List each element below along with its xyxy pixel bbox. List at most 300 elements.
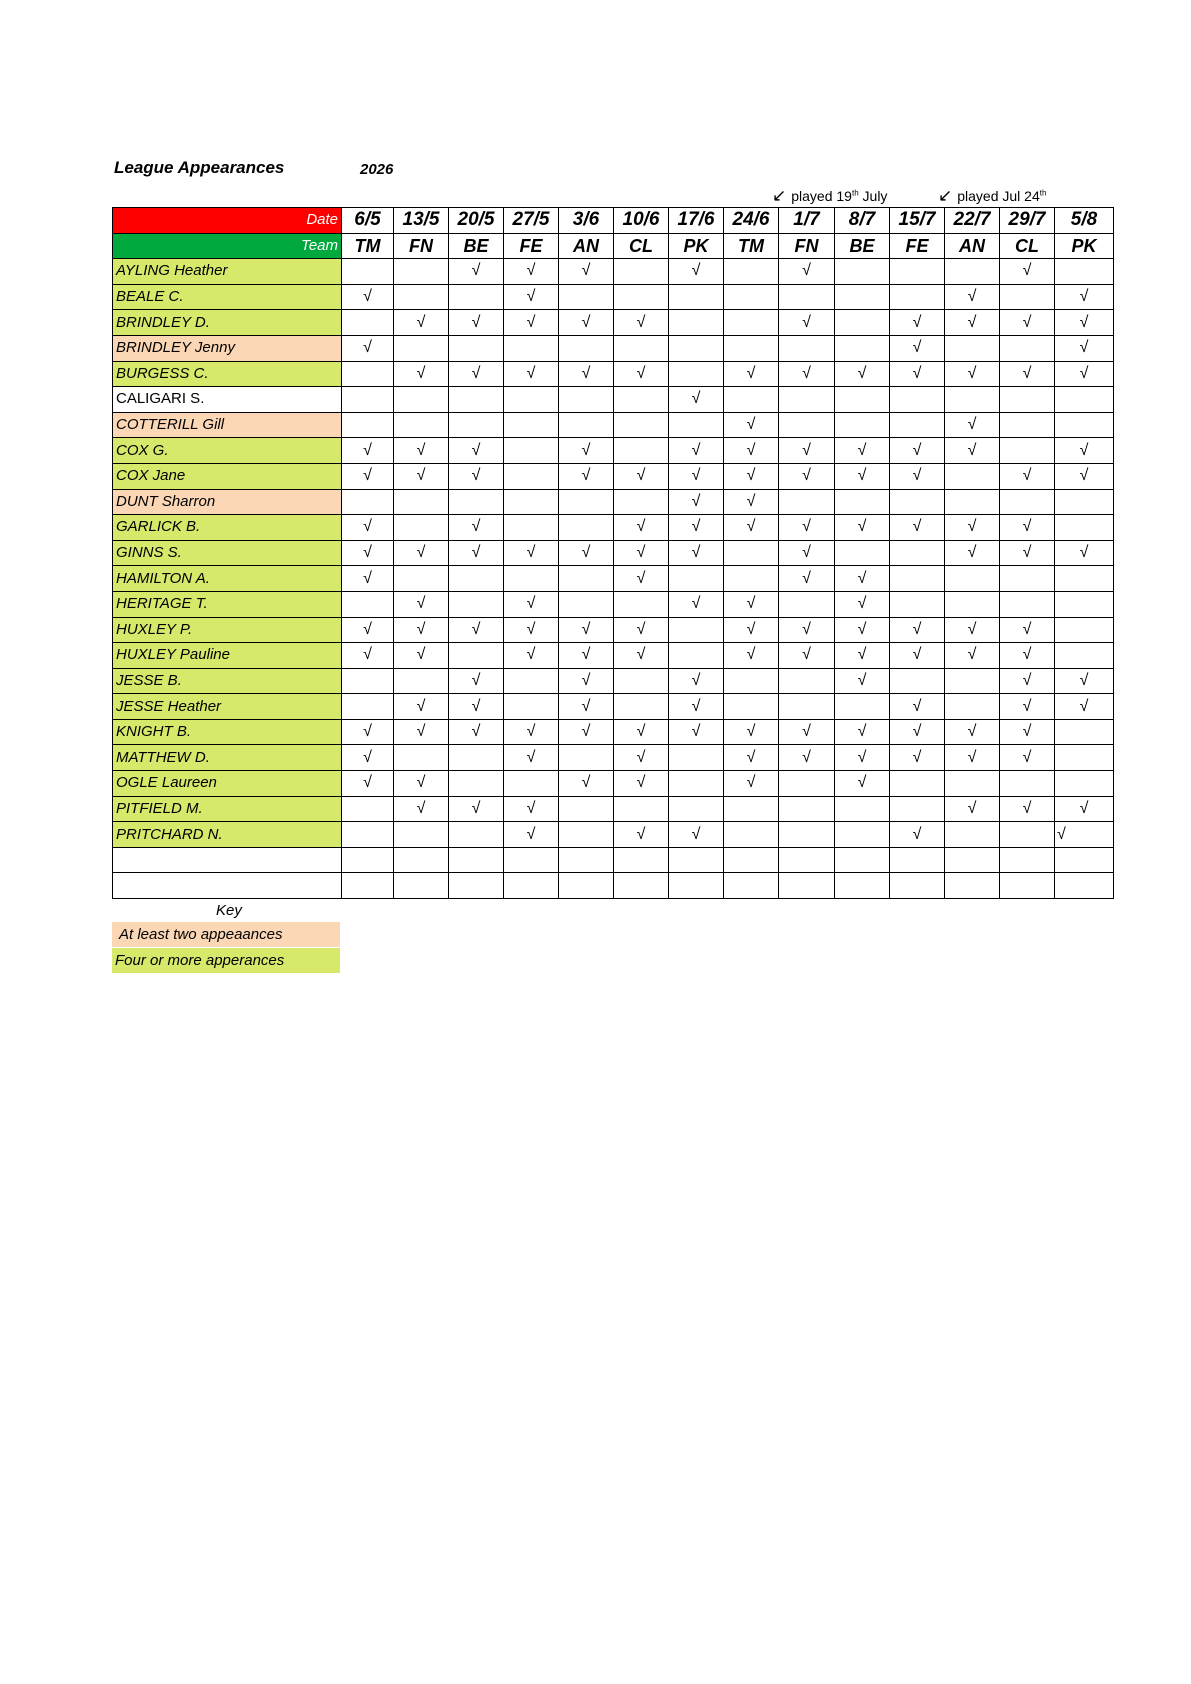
tick-mark: √ — [669, 259, 724, 285]
tick-mark: √ — [890, 335, 945, 361]
tick-mark: √ — [342, 335, 394, 361]
empty-cell — [724, 873, 779, 899]
tick-mark: √ — [342, 438, 394, 464]
date-cell: 5/8 — [1055, 208, 1114, 234]
tick-mark: √ — [1000, 540, 1055, 566]
tick-mark: √ — [779, 463, 835, 489]
tick-mark: √ — [724, 489, 779, 515]
empty-cell — [504, 566, 559, 592]
empty-cell — [945, 335, 1000, 361]
page-title: League Appearances — [114, 158, 285, 177]
table-row — [113, 540, 1114, 566]
tick-mark: √ — [394, 463, 449, 489]
player-name: HERITAGE T. — [113, 591, 342, 617]
tick-mark: √ — [449, 361, 504, 387]
empty-cell — [394, 387, 449, 413]
tick-mark: √ — [614, 515, 669, 541]
tick-mark: √ — [1055, 796, 1114, 822]
empty-cell — [779, 873, 835, 899]
tick-mark: √ — [504, 284, 559, 310]
table-row — [113, 796, 1114, 822]
tick-mark: √ — [945, 361, 1000, 387]
date-cell: 15/7 — [890, 208, 945, 234]
key-peach: At least two appeaances — [112, 922, 340, 947]
tick-mark: √ — [945, 719, 1000, 745]
tick-mark: √ — [449, 310, 504, 336]
empty-cell — [1055, 515, 1114, 541]
table-row — [113, 412, 1114, 438]
empty-cell — [724, 566, 779, 592]
tick-mark: √ — [835, 771, 890, 797]
tick-mark: √ — [669, 515, 724, 541]
table-row — [113, 310, 1114, 336]
tick-mark: √ — [945, 412, 1000, 438]
tick-mark: √ — [614, 745, 669, 771]
empty-cell — [504, 387, 559, 413]
empty-cell — [614, 412, 669, 438]
tick-mark: √ — [945, 438, 1000, 464]
tick-mark: √ — [945, 617, 1000, 643]
empty-cell — [779, 335, 835, 361]
empty-cell — [559, 745, 614, 771]
tick-mark: √ — [779, 566, 835, 592]
empty-cell — [724, 540, 779, 566]
tick-mark: √ — [1055, 284, 1114, 310]
tick-mark: √ — [1055, 335, 1114, 361]
tick-mark: √ — [1000, 515, 1055, 541]
team-cell: FN — [394, 233, 449, 259]
empty-cell — [779, 796, 835, 822]
tick-mark: √ — [342, 463, 394, 489]
tick-mark: √ — [835, 745, 890, 771]
empty-cell — [1055, 591, 1114, 617]
empty-cell — [945, 463, 1000, 489]
tick-mark: √ — [1055, 540, 1114, 566]
tick-mark: √ — [394, 694, 449, 720]
empty-cell — [724, 259, 779, 285]
tick-mark: √ — [614, 361, 669, 387]
table-row — [113, 643, 1114, 669]
empty-cell — [669, 771, 724, 797]
team-cell: BE — [449, 233, 504, 259]
empty-cell — [342, 694, 394, 720]
arrow-down-left-icon: ↙ — [938, 186, 953, 205]
empty-cell — [724, 822, 779, 848]
tick-mark: √ — [835, 438, 890, 464]
tick-mark: √ — [835, 719, 890, 745]
empty-cell — [724, 847, 779, 873]
tick-mark: √ — [779, 745, 835, 771]
tick-mark: √ — [835, 591, 890, 617]
tick-mark: √ — [779, 515, 835, 541]
empty-cell — [890, 259, 945, 285]
appearances-table — [112, 207, 1114, 899]
empty-cell — [559, 489, 614, 515]
empty-cell — [614, 796, 669, 822]
empty-cell — [724, 694, 779, 720]
empty-cell — [890, 489, 945, 515]
empty-cell — [342, 489, 394, 515]
tick-mark: √ — [945, 284, 1000, 310]
tick-mark: √ — [394, 643, 449, 669]
empty-cell — [779, 694, 835, 720]
tick-mark: √ — [1000, 361, 1055, 387]
team-cell: FE — [890, 233, 945, 259]
empty-cell — [449, 566, 504, 592]
empty-cell — [669, 873, 724, 899]
empty-cell — [835, 847, 890, 873]
empty-cell — [1000, 873, 1055, 899]
tick-mark: √ — [559, 438, 614, 464]
tick-mark: √ — [504, 796, 559, 822]
empty-cell — [724, 284, 779, 310]
tick-mark: √ — [1055, 438, 1114, 464]
tick-mark: √ — [945, 515, 1000, 541]
empty-cell — [504, 463, 559, 489]
empty-cell — [504, 694, 559, 720]
tick-mark: √ — [945, 310, 1000, 336]
empty-cell — [449, 771, 504, 797]
empty-cell — [559, 412, 614, 438]
tick-mark: √ — [394, 540, 449, 566]
tick-mark: √ — [1000, 668, 1055, 694]
tick-mark: √ — [614, 822, 669, 848]
tick-mark: √ — [1000, 796, 1055, 822]
tick-mark: √ — [614, 310, 669, 336]
tick-mark: √ — [890, 822, 945, 848]
tick-mark: √ — [835, 643, 890, 669]
tick-mark: √ — [779, 361, 835, 387]
empty-cell — [890, 412, 945, 438]
tick-mark: √ — [890, 310, 945, 336]
empty-cell — [835, 284, 890, 310]
empty-cell — [504, 438, 559, 464]
empty-cell — [449, 847, 504, 873]
empty-cell — [779, 387, 835, 413]
empty-cell — [449, 643, 504, 669]
empty-cell — [945, 873, 1000, 899]
empty-cell — [342, 259, 394, 285]
team-cell: AN — [945, 233, 1000, 259]
tick-mark: √ — [504, 310, 559, 336]
empty-cell — [113, 873, 342, 899]
tick-mark: √ — [342, 617, 394, 643]
tick-mark: √ — [1000, 310, 1055, 336]
tick-mark: √ — [669, 694, 724, 720]
tick-mark: √ — [779, 617, 835, 643]
team-cell: PK — [669, 233, 724, 259]
team-cell: TM — [724, 233, 779, 259]
key-title: Key — [216, 902, 242, 919]
player-name: GARLICK B. — [113, 515, 342, 541]
table-row — [113, 387, 1114, 413]
empty-cell — [559, 591, 614, 617]
tick-mark: √ — [724, 361, 779, 387]
empty-cell — [1000, 412, 1055, 438]
tick-mark: √ — [779, 310, 835, 336]
empty-cell — [504, 489, 559, 515]
tick-mark: √ — [559, 771, 614, 797]
empty-cell — [945, 771, 1000, 797]
empty-cell — [614, 335, 669, 361]
tick-mark: √ — [779, 643, 835, 669]
empty-cell — [835, 822, 890, 848]
empty-cell — [669, 643, 724, 669]
player-name: BEALE C. — [113, 284, 342, 310]
team-cell: FN — [779, 233, 835, 259]
tick-mark: √ — [504, 745, 559, 771]
empty-cell — [1055, 719, 1114, 745]
tick-mark: √ — [779, 259, 835, 285]
tick-mark: √ — [342, 284, 394, 310]
tick-mark: √ — [835, 566, 890, 592]
table-row — [113, 361, 1114, 387]
tick-mark: √ — [890, 745, 945, 771]
tick-mark: √ — [724, 438, 779, 464]
player-name: BURGESS C. — [113, 361, 342, 387]
tick-mark: √ — [394, 361, 449, 387]
date-cell: 1/7 — [779, 208, 835, 234]
table-row — [113, 591, 1114, 617]
tick-mark: √ — [614, 719, 669, 745]
tick-mark: √ — [394, 591, 449, 617]
tick-mark: √ — [1000, 617, 1055, 643]
empty-cell — [342, 361, 394, 387]
tick-mark: √ — [342, 643, 394, 669]
empty-cell — [1055, 387, 1114, 413]
empty-cell — [669, 566, 724, 592]
empty-cell — [835, 259, 890, 285]
empty-cell — [724, 796, 779, 822]
tick-mark: √ — [890, 361, 945, 387]
tick-mark: √ — [559, 668, 614, 694]
tick-mark: √ — [449, 540, 504, 566]
empty-cell — [835, 387, 890, 413]
tick-mark: √ — [890, 719, 945, 745]
player-name: COTTERILL Gill — [113, 412, 342, 438]
team-header: Team — [113, 233, 342, 259]
blank-row — [113, 847, 1114, 873]
table-row — [113, 515, 1114, 541]
tick-mark: √ — [504, 719, 559, 745]
empty-cell — [394, 284, 449, 310]
empty-cell — [945, 387, 1000, 413]
empty-cell — [614, 284, 669, 310]
empty-cell — [669, 335, 724, 361]
tick-mark: √ — [559, 310, 614, 336]
empty-cell — [504, 515, 559, 541]
tick-mark: √ — [669, 822, 724, 848]
empty-cell — [669, 847, 724, 873]
tick-mark: √ — [342, 540, 394, 566]
empty-cell — [394, 566, 449, 592]
empty-cell — [890, 387, 945, 413]
empty-cell — [779, 489, 835, 515]
table-row — [113, 284, 1114, 310]
player-name: GINNS S. — [113, 540, 342, 566]
empty-cell — [890, 668, 945, 694]
empty-cell — [559, 822, 614, 848]
tick-mark: √ — [449, 463, 504, 489]
empty-cell — [890, 540, 945, 566]
tick-mark: √ — [504, 259, 559, 285]
tick-mark: √ — [669, 540, 724, 566]
date-cell: 10/6 — [614, 208, 669, 234]
tick-mark: √ — [394, 310, 449, 336]
table-row — [113, 259, 1114, 285]
empty-cell — [835, 489, 890, 515]
empty-cell — [342, 310, 394, 336]
empty-cell — [614, 438, 669, 464]
tick-mark: √ — [342, 771, 394, 797]
tick-mark: √ — [724, 617, 779, 643]
empty-cell — [1055, 745, 1114, 771]
tick-mark: √ — [669, 591, 724, 617]
empty-cell — [890, 284, 945, 310]
empty-cell — [1000, 387, 1055, 413]
arrow-down-left-icon: ↙ — [772, 186, 787, 205]
empty-cell — [1000, 284, 1055, 310]
tick-mark: √ — [1000, 694, 1055, 720]
date-cell: 3/6 — [559, 208, 614, 234]
player-name: COX Jane — [113, 463, 342, 489]
empty-cell — [614, 694, 669, 720]
empty-cell — [835, 310, 890, 336]
empty-cell — [394, 668, 449, 694]
tick-mark: √ — [1055, 694, 1114, 720]
date-header: Date — [113, 208, 342, 234]
empty-cell — [559, 796, 614, 822]
empty-cell — [504, 668, 559, 694]
empty-cell — [559, 515, 614, 541]
blank-row — [113, 873, 1114, 899]
empty-cell — [559, 284, 614, 310]
player-name: BRINDLEY D. — [113, 310, 342, 336]
empty-cell — [1055, 847, 1114, 873]
empty-cell — [1000, 438, 1055, 464]
date-cell: 24/6 — [724, 208, 779, 234]
empty-cell — [504, 771, 559, 797]
empty-cell — [890, 566, 945, 592]
tick-mark: √ — [449, 719, 504, 745]
date-cell: 13/5 — [394, 208, 449, 234]
empty-cell — [890, 873, 945, 899]
empty-cell — [669, 361, 724, 387]
empty-cell — [394, 335, 449, 361]
empty-cell — [342, 412, 394, 438]
tick-mark: √ — [669, 387, 724, 413]
tick-mark: √ — [669, 668, 724, 694]
table-row — [113, 335, 1114, 361]
empty-cell — [614, 668, 669, 694]
empty-cell — [342, 668, 394, 694]
team-cell: TM — [342, 233, 394, 259]
empty-cell — [835, 873, 890, 899]
note-sup: th — [851, 188, 859, 198]
empty-cell — [945, 259, 1000, 285]
empty-cell — [669, 412, 724, 438]
tick-mark: √ — [559, 259, 614, 285]
tick-mark: √ — [559, 617, 614, 643]
empty-cell — [449, 745, 504, 771]
empty-cell — [724, 335, 779, 361]
tick-mark: √ — [614, 617, 669, 643]
tick-mark: √ — [559, 540, 614, 566]
table-row — [113, 438, 1114, 464]
tick-mark: √ — [779, 719, 835, 745]
team-cell: CL — [1000, 233, 1055, 259]
date-cell: 27/5 — [504, 208, 559, 234]
tick-mark: √ — [945, 643, 1000, 669]
team-row — [113, 233, 1114, 259]
empty-cell — [1055, 873, 1114, 899]
tick-mark: √ — [614, 540, 669, 566]
tick-mark: √ — [449, 515, 504, 541]
tick-mark: √ — [614, 566, 669, 592]
empty-cell — [669, 284, 724, 310]
tick-mark: √ — [890, 694, 945, 720]
tick-mark: √ — [724, 463, 779, 489]
empty-cell — [1000, 489, 1055, 515]
empty-cell — [614, 873, 669, 899]
table-row — [113, 694, 1114, 720]
table-row — [113, 668, 1114, 694]
tick-mark: √ — [449, 438, 504, 464]
empty-cell — [1000, 591, 1055, 617]
tick-mark: √ — [614, 643, 669, 669]
empty-cell — [1000, 822, 1055, 848]
team-cell: AN — [559, 233, 614, 259]
year-label: 2026 — [360, 161, 394, 178]
empty-cell — [779, 822, 835, 848]
tick-mark: √ — [394, 438, 449, 464]
player-name: HAMILTON A. — [113, 566, 342, 592]
empty-cell — [559, 387, 614, 413]
note-after: July — [858, 188, 888, 204]
tick-mark: √ — [835, 463, 890, 489]
empty-cell — [394, 412, 449, 438]
table-row — [113, 771, 1114, 797]
empty-cell — [394, 259, 449, 285]
empty-cell — [614, 591, 669, 617]
tick-mark: √ — [890, 463, 945, 489]
empty-cell — [945, 822, 1000, 848]
team-cell: BE — [835, 233, 890, 259]
tick-mark: √ — [945, 540, 1000, 566]
table-row — [113, 489, 1114, 515]
player-name: DUNT Sharron — [113, 489, 342, 515]
empty-cell — [559, 873, 614, 899]
table-row — [113, 719, 1114, 745]
empty-cell — [945, 668, 1000, 694]
tick-mark: √ — [614, 463, 669, 489]
empty-cell — [1000, 335, 1055, 361]
empty-cell — [669, 796, 724, 822]
tick-mark: √ — [1055, 361, 1114, 387]
tick-mark: √ — [504, 361, 559, 387]
empty-cell — [1055, 412, 1114, 438]
empty-cell — [724, 387, 779, 413]
tick-mark: √ — [724, 643, 779, 669]
empty-cell — [779, 591, 835, 617]
date-cell: 17/6 — [669, 208, 724, 234]
empty-cell — [394, 873, 449, 899]
empty-cell — [449, 591, 504, 617]
tick-mark: √ — [669, 719, 724, 745]
tick-mark: √ — [669, 489, 724, 515]
empty-cell — [669, 745, 724, 771]
tick-mark: √ — [504, 643, 559, 669]
